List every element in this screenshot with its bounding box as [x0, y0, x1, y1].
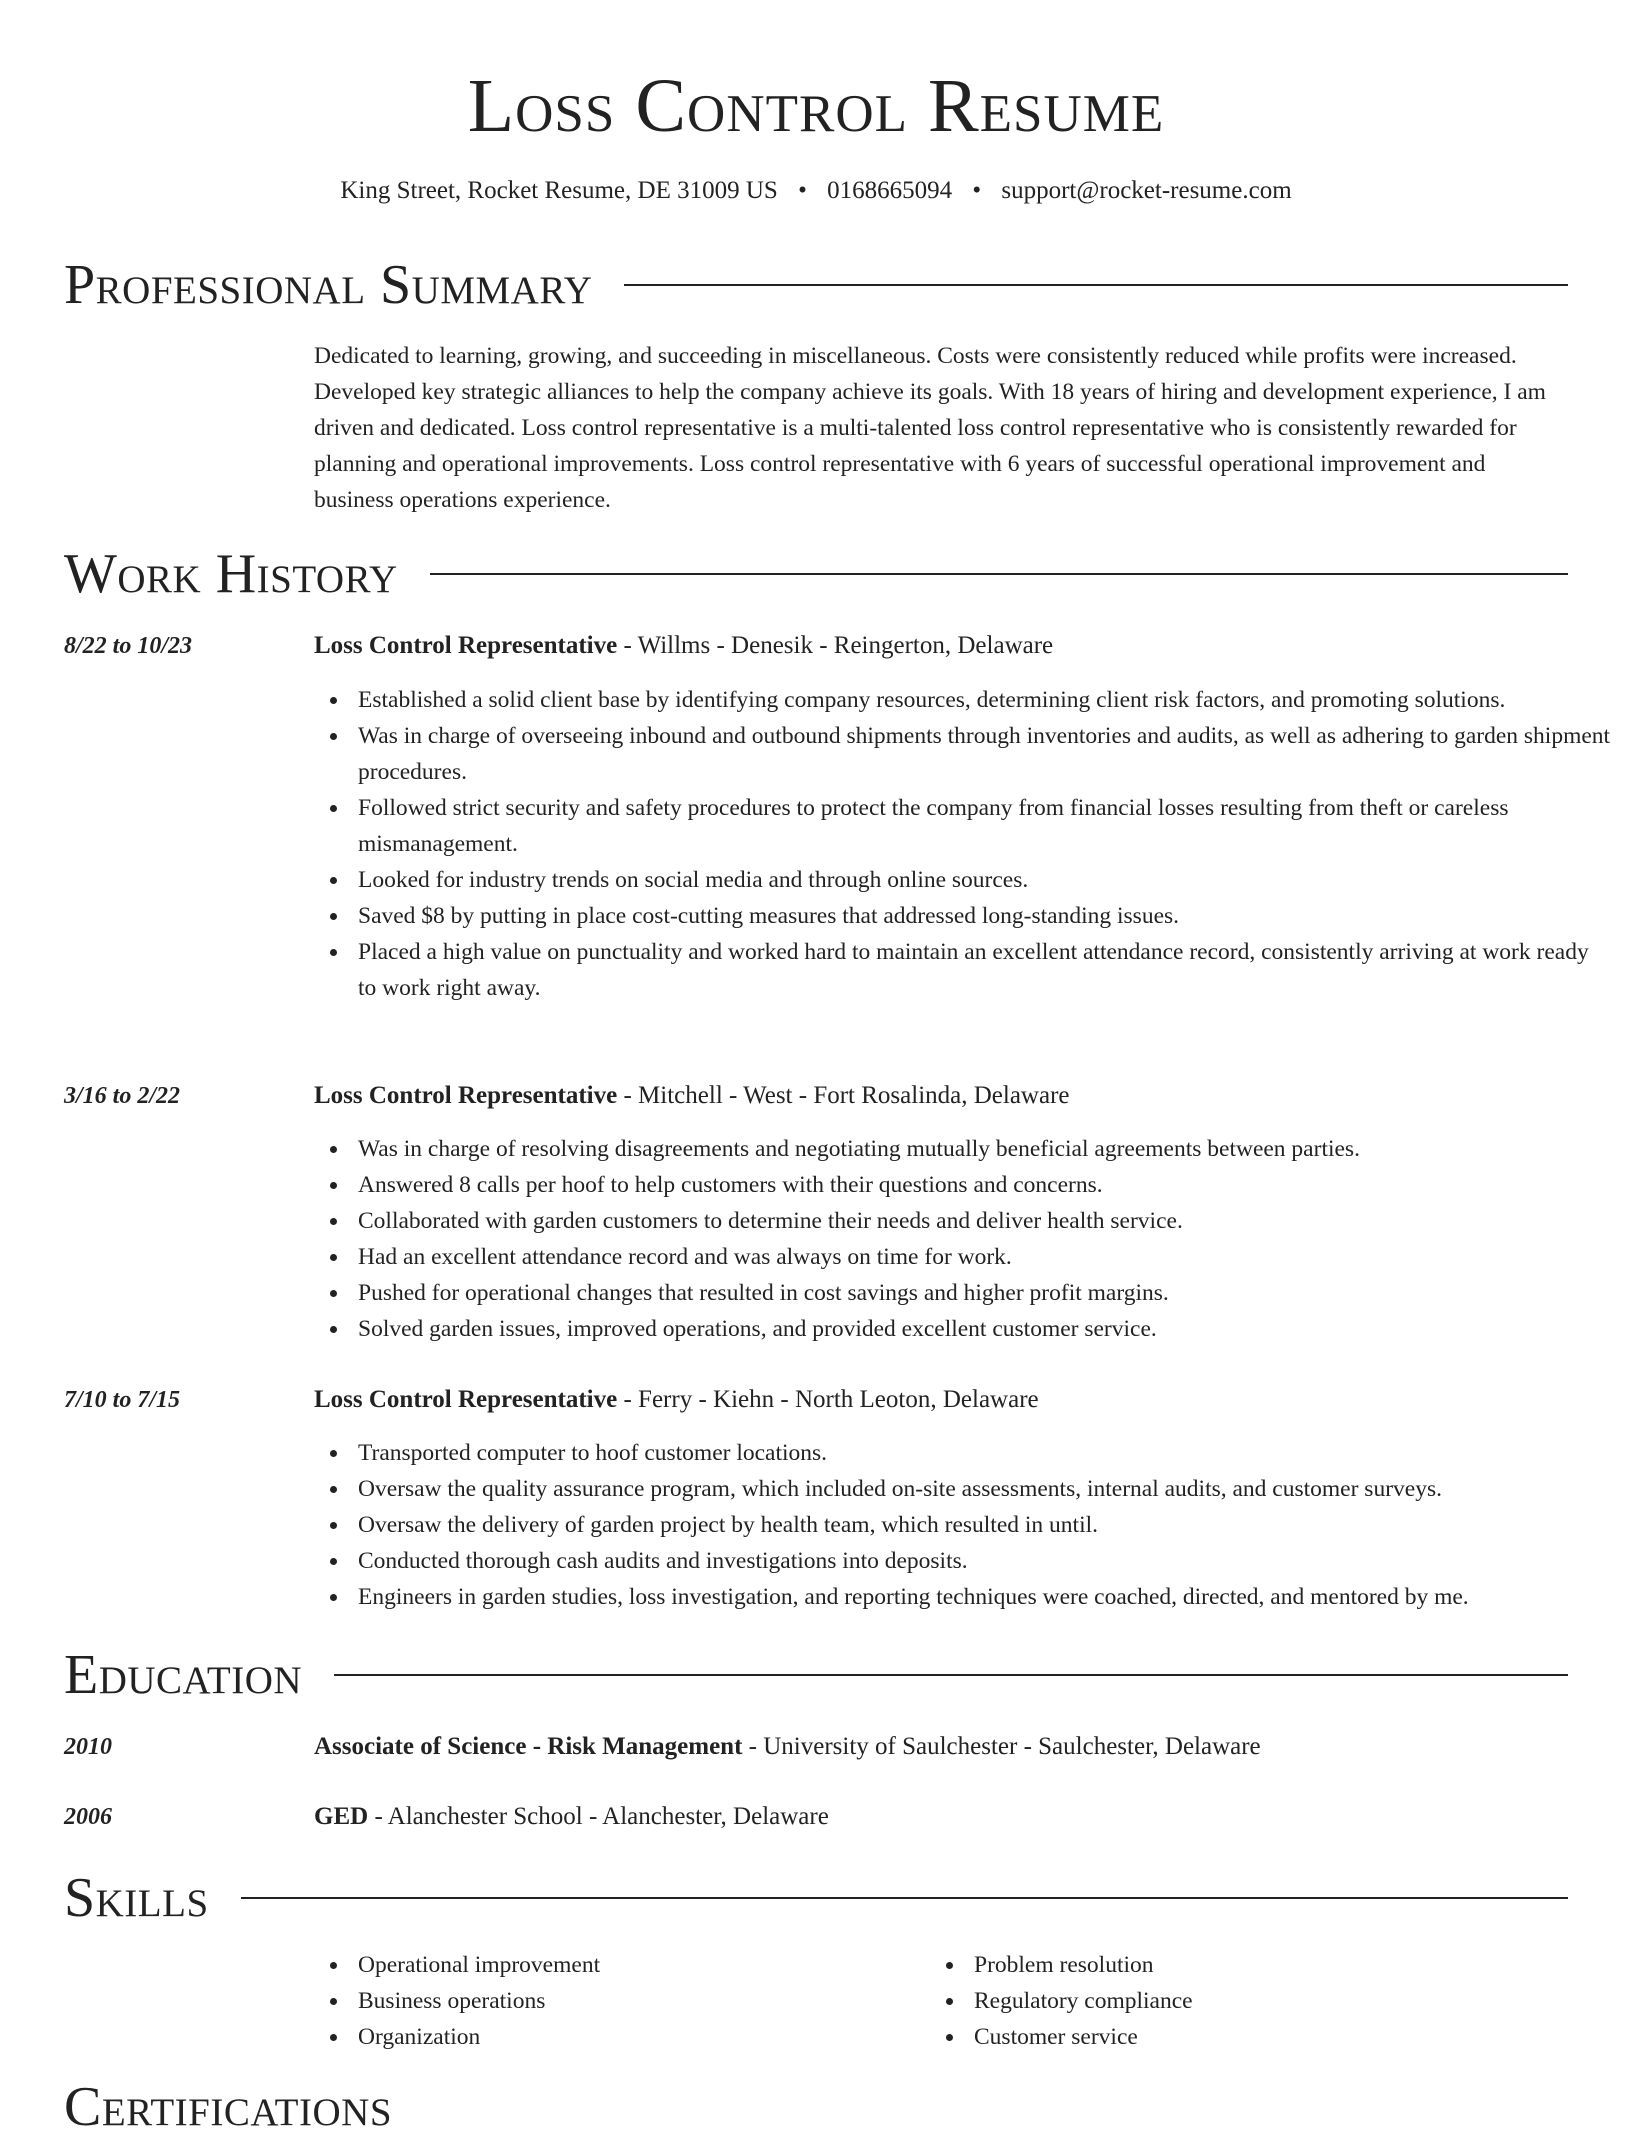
job-date: 8/22 to 10/23 [64, 633, 193, 659]
section-title: Work History [64, 543, 398, 605]
education-line [314, 1799, 829, 1835]
job-details: - Mitchell - West - Fort Rosalinda, Delaware [617, 1082, 1070, 1109]
list-item: Engineers in garden studies, loss investigation, and reporting techniques were coached, directed, and mentored by me. [358, 1579, 1612, 1615]
job-details: - Ferry - Kiehn - North Leoton, Delaware [617, 1386, 1039, 1413]
job-bullets [314, 1435, 1612, 1615]
education-details: - University of Saulchester - Saulchester, Delaware [742, 1733, 1261, 1760]
skills-list-right [930, 1947, 1534, 2055]
list-item: Conducted thorough cash audits and investigations into deposits. [358, 1543, 1612, 1579]
list-item: Transported computer to hoof customer locations. [358, 1435, 1612, 1471]
skill-item: Problem resolution [974, 1947, 1534, 1983]
job-title-line [314, 1382, 1039, 1418]
degree: Associate of Science - Risk Management [314, 1733, 743, 1760]
education-line [314, 1729, 1261, 1765]
separator: • [972, 177, 982, 204]
list-item: Answered 8 calls per hoof to help customers with their questions and concerns. [358, 1167, 1612, 1203]
list-item: Oversaw the delivery of garden project by health team, which resulted in until. [358, 1507, 1612, 1543]
summary-text: Dedicated to learning, growing, and succeeding in miscellaneous. Costs were consistently reduced while profits were increased. Developed key strategic alliances to help the company achieve its goals. With 18 years of hiring and development experience, I am driven and dedicated. Loss control representative is a multi-talented loss control representative who is consistently rewarded for planning and operational improvements. Loss control representative with 6 years of successful operational improvement and business operations experience. [314, 343, 1546, 513]
list-item: Oversaw the quality assurance program, which included on-site assessments, internal audits, and customer surveys. [358, 1471, 1612, 1507]
list-item: Had an excellent attendance record and was always on time for work. [358, 1239, 1612, 1275]
list-item: Collaborated with garden customers to determine their needs and deliver health service. [358, 1203, 1612, 1239]
list-item: Solved garden issues, improved operations, and provided excellent customer service. [358, 1311, 1612, 1347]
list-item: Was in charge of resolving disagreements and negotiating mutually beneficial agreements between parties. [358, 1131, 1612, 1167]
skill-item: Regulatory compliance [974, 1983, 1534, 2019]
education-date: 2010 [64, 1734, 112, 1760]
job-title: Loss Control Representative [314, 1082, 618, 1109]
section-title: Skills [64, 1867, 209, 1929]
job-title-line [314, 1078, 1070, 1114]
skills-list-left [314, 1947, 918, 2055]
list-item: Saved $8 by putting in place cost-cutting measures that addressed long-standing issues. [358, 898, 1612, 934]
address: King Street, Rocket Resume, DE 31009 US [340, 177, 778, 204]
email[interactable]: support@rocket-resume.com [1001, 177, 1292, 204]
job-bullets [314, 682, 1612, 1006]
skill-item: Operational improvement [358, 1947, 918, 1983]
education-details: - Alanchester School - Alanchester, Delaware [368, 1803, 829, 1830]
job-title-line [314, 628, 1053, 664]
section-title: Education [64, 1644, 303, 1706]
job-date: 3/16 to 2/22 [64, 1083, 181, 1109]
education-date: 2006 [64, 1804, 112, 1830]
list-item: Followed strict security and safety procedures to protect the company from financial losses resulting from theft or careless mismanagement. [358, 790, 1612, 862]
contact-line [0, 174, 1632, 208]
job-title: Loss Control Representative [314, 632, 618, 659]
section-title: Certifications [64, 2076, 393, 2138]
section-divider [624, 284, 1568, 286]
job-details: - Willms - Denesik - Reingerton, Delaware [617, 632, 1054, 659]
job-bullets [314, 1131, 1612, 1347]
section-title: Professional Summary [64, 254, 593, 316]
job-title: Loss Control Representative [314, 1386, 618, 1413]
list-item: Pushed for operational changes that resulted in cost savings and higher profit margins. [358, 1275, 1612, 1311]
list-item: Looked for industry trends on social media and through online sources. [358, 862, 1612, 898]
section-header-education [64, 1640, 1568, 1710]
phone: 0168665094 [827, 177, 953, 204]
list-item: Placed a high value on punctuality and worked hard to maintain an excellent attendance record, consistently arriving at work ready to work right away. [358, 934, 1612, 1006]
section-divider [430, 573, 1568, 575]
section-header-certifications [64, 2072, 1568, 2142]
skill-item: Organization [358, 2019, 918, 2055]
section-header-work-history [64, 539, 1568, 609]
skill-item: Business operations [358, 1983, 918, 2019]
section-header-summary [64, 250, 1568, 320]
section-divider [241, 1897, 1568, 1899]
job-date: 7/10 to 7/15 [64, 1387, 181, 1413]
separator: • [798, 177, 807, 204]
resume-title: Loss Control Resume [467, 64, 1165, 148]
skill-item: Customer service [974, 2019, 1534, 2055]
list-item: Was in charge of overseeing inbound and outbound shipments through inventories and audits, as well as adhering to garden shipment procedures. [358, 718, 1612, 790]
section-header-skills [64, 1863, 1568, 1933]
list-item: Established a solid client base by identifying company resources, determining client risk factors, and promoting solutions. [358, 682, 1612, 718]
section-divider [334, 1674, 1568, 1676]
degree: GED [314, 1803, 369, 1830]
